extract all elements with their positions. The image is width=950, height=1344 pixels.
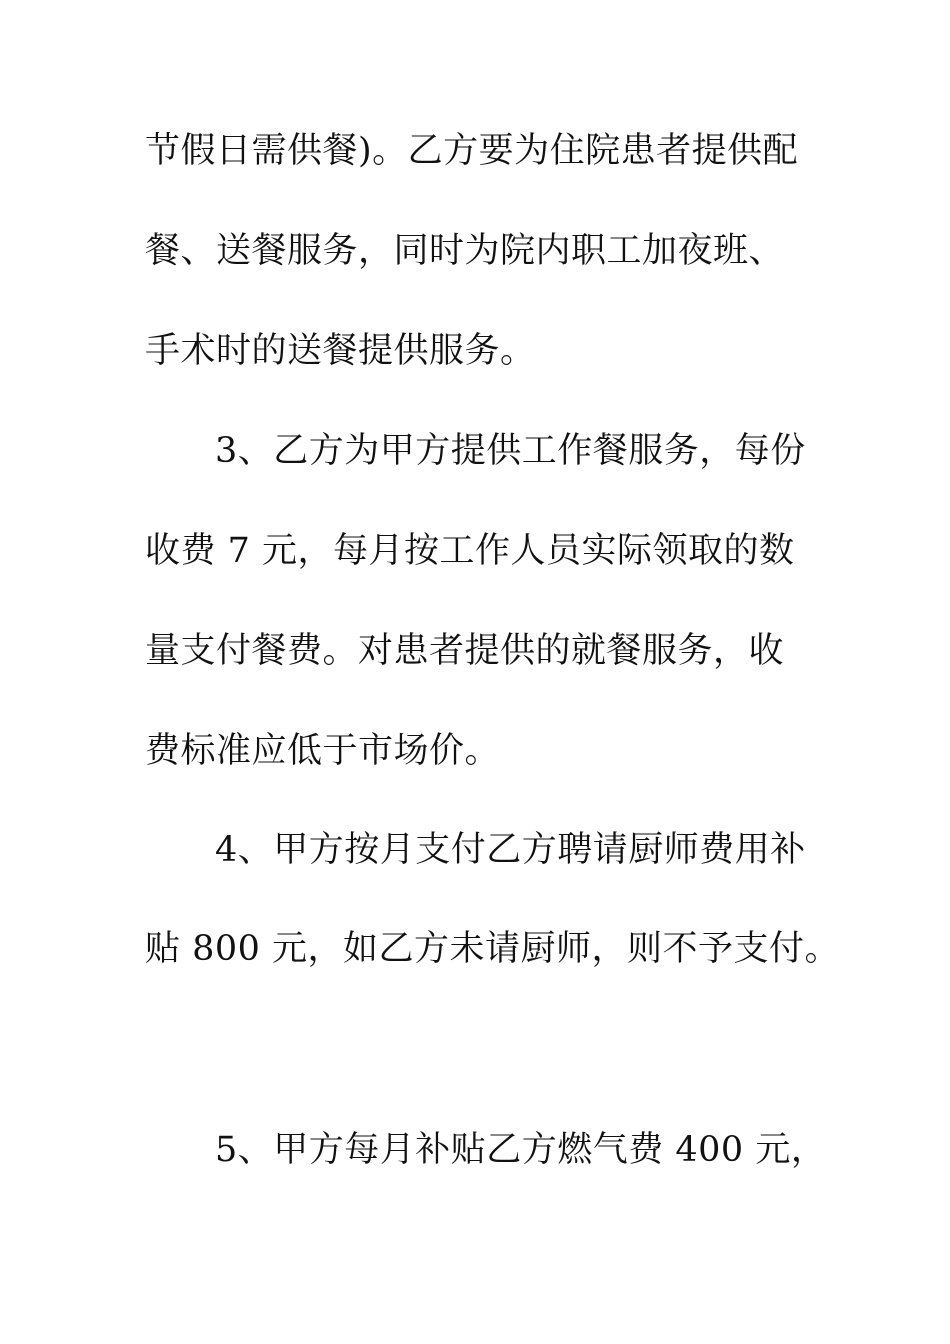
paragraph-5-line-1: 5、甲方每月补贴乙方燃气费 400 元， [215, 1130, 827, 1170]
paragraph-3-line-4: 费标准应低于市场价。 [145, 731, 501, 771]
paragraph-3-line-3: 量支付餐费。对患者提供的就餐服务，收 [145, 631, 785, 671]
paragraph-4-line-1: 4、甲方按月支付乙方聘请厨师费用补 [215, 830, 806, 870]
paragraph-3-line-1: 3、乙方为甲方提供工作餐服务，每份 [215, 431, 806, 471]
paragraph-4-line-2: 贴 800 元，如乙方未请厨师，则不予支付。 [145, 929, 841, 969]
text-line-1: 节假日需供餐)。乙方要为住院患者提供配 [145, 131, 799, 171]
text-line-3: 手术时的送餐提供服务。 [145, 331, 536, 371]
text-line-2: 餐、送餐服务，同时为院内职工加夜班、 [145, 231, 785, 271]
paragraph-3-line-2: 收费 7 元，每月按工作人员实际领取的数 [145, 531, 795, 571]
